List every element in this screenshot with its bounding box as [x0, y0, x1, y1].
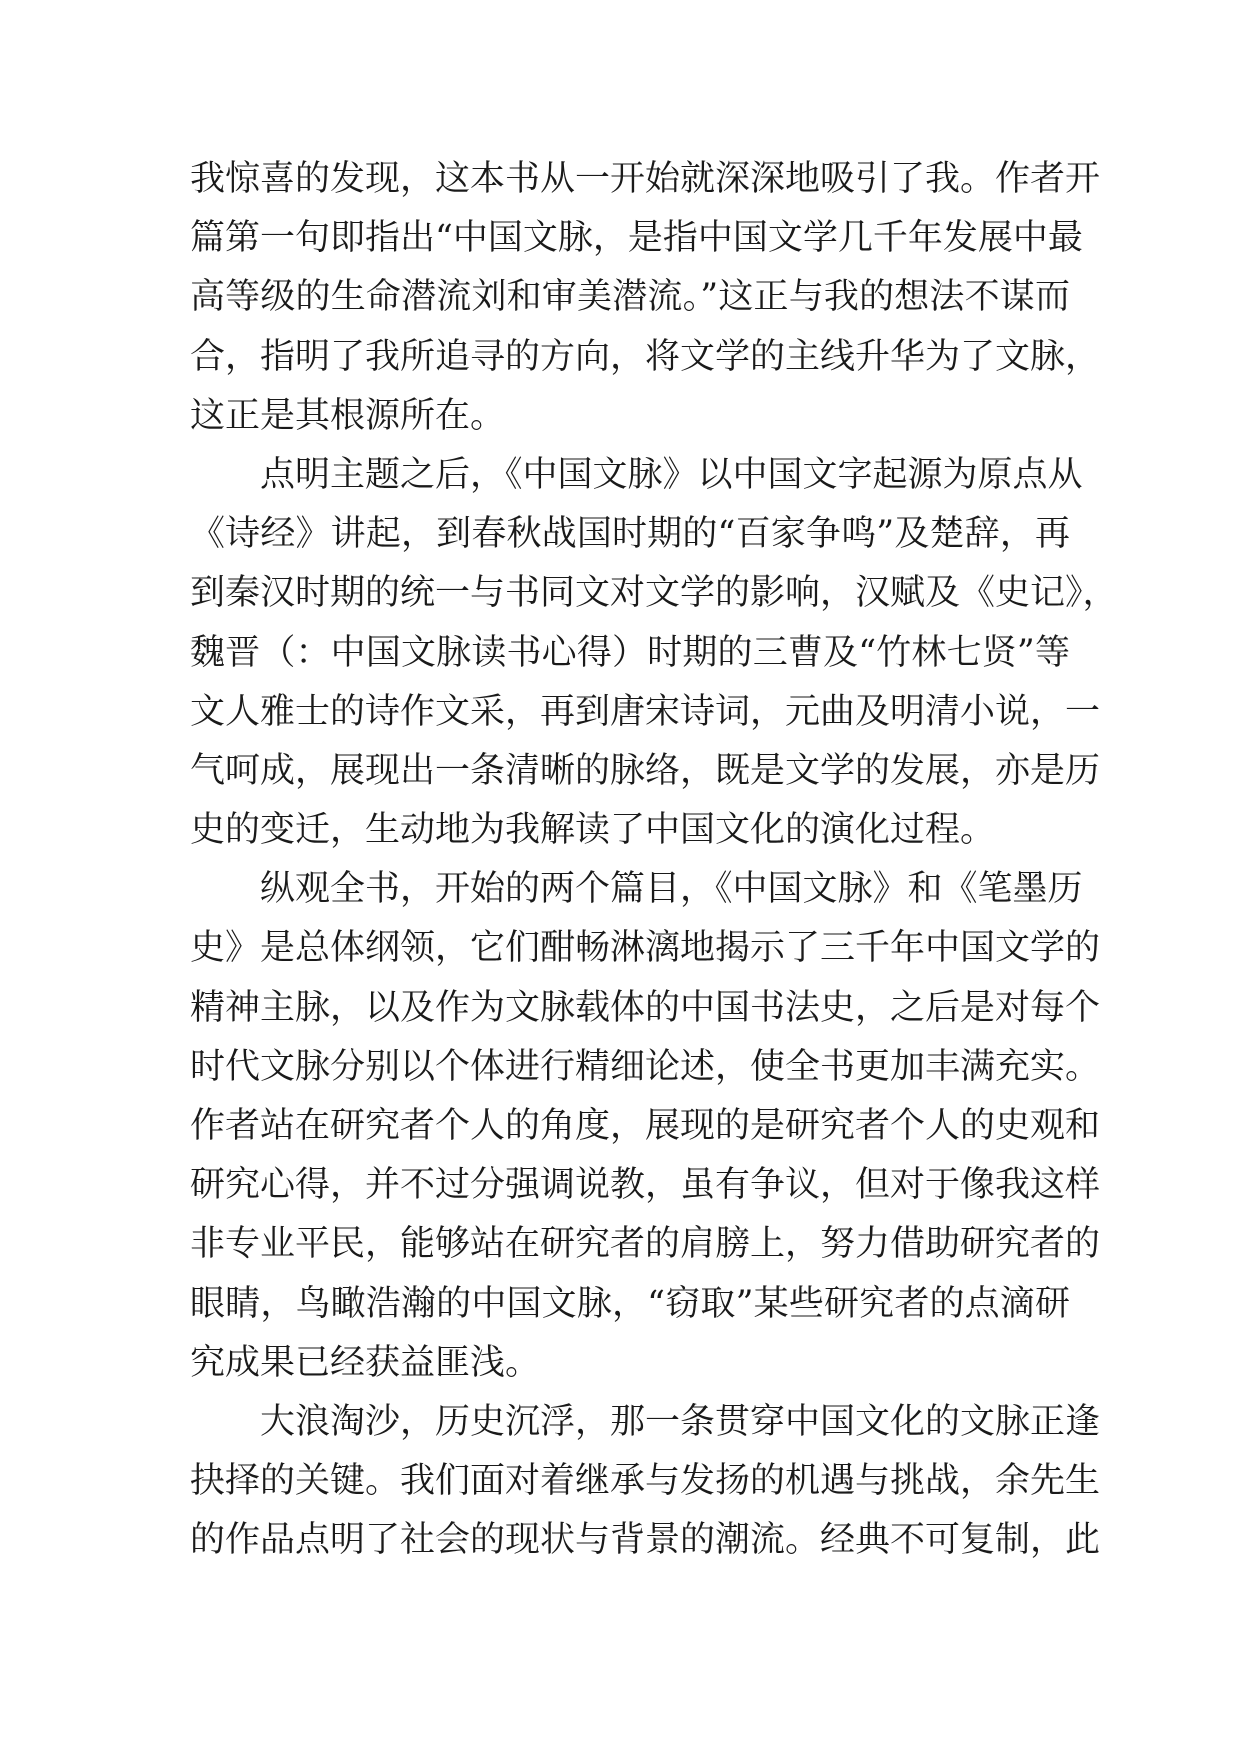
text-line: 这正是其根源所在。: [190, 395, 506, 436]
text-line: 纵观全书，开始的两个篇目，《中国文脉》和《笔墨历: [260, 869, 1083, 910]
paragraph: [190, 446, 1118, 860]
text-line: 我惊喜的发现，这本书从一开始就深深地吸引了我。作者开: [190, 159, 1101, 199]
text-line: 合，指明了我所追寻的方向，将文学的主线升华为了文脉，: [190, 336, 1101, 377]
paragraph: [190, 150, 1101, 446]
body-text: [190, 150, 1118, 1571]
text-line: 抉择的关键。我们面对着继承与发扬的机遇与挑战，余先生: [190, 1461, 1101, 1502]
text-line: 文人雅士的诗作文采，再到唐宋诗词，元曲及明清小说，一: [190, 691, 1101, 732]
text-line: 的作品点明了社会的现状与背景的潮流。经典不可复制，此: [190, 1520, 1101, 1561]
text-line: 史》是总体纲领，它们酣畅淋漓地揭示了三千年中国文学的: [190, 928, 1101, 969]
text-line: 究成果已经获益匪浅。: [190, 1342, 541, 1383]
text-line: 史的变迁，生动地为我解读了中国文化的演化过程。: [190, 810, 996, 851]
text-line: 魏晋（：中国文脉读书心得）时期的三曹及“竹林七贤”等: [190, 632, 1070, 673]
text-line: 眼睛，鸟瞰浩瀚的中国文脉，“窃取”某些研究者的点滴研: [190, 1283, 1070, 1324]
text-line: 精神主脉，以及作为文脉载体的中国书法史，之后是对每个: [190, 987, 1101, 1028]
text-line: 《诗经》讲起，到春秋战国时期的“百家争鸣”及楚辞，再: [190, 514, 1070, 555]
text-line: 点明主题之后，《中国文脉》以中国文字起源为原点从: [260, 454, 1083, 495]
text-line: 高等级的生命潜流刘和审美潜流。”这正与我的想法不谋而: [190, 277, 1070, 318]
text-line: 气呵成，展现出一条清晰的脉络，既是文学的发展，亦是历: [190, 750, 1101, 791]
text-line: 时代文脉分别以个体进行精细论述，使全书更加丰满充实。: [190, 1046, 1101, 1087]
paragraph: [190, 1393, 1101, 1571]
text-line: 作者站在研究者个人的角度，展现的是研究者个人的史观和: [190, 1106, 1101, 1146]
paragraph: [190, 860, 1101, 1393]
text-line: 到秦汉时期的统一与书同文对文学的影响，汉赋及《史记》，: [190, 573, 1118, 614]
text-line: 非专业平民，能够站在研究者的肩膀上，努力借助研究者的: [190, 1224, 1101, 1265]
text-line: 研究心得，并不过分强调说教，虽有争议，但对于像我这样: [190, 1165, 1101, 1206]
text-line: 篇第一句即指出“中国文脉，是指中国文学几千年发展中最: [190, 218, 1083, 259]
text-line: 大浪淘沙，历史沉浮，那一条贯穿中国文化的文脉正逢: [260, 1401, 1101, 1442]
